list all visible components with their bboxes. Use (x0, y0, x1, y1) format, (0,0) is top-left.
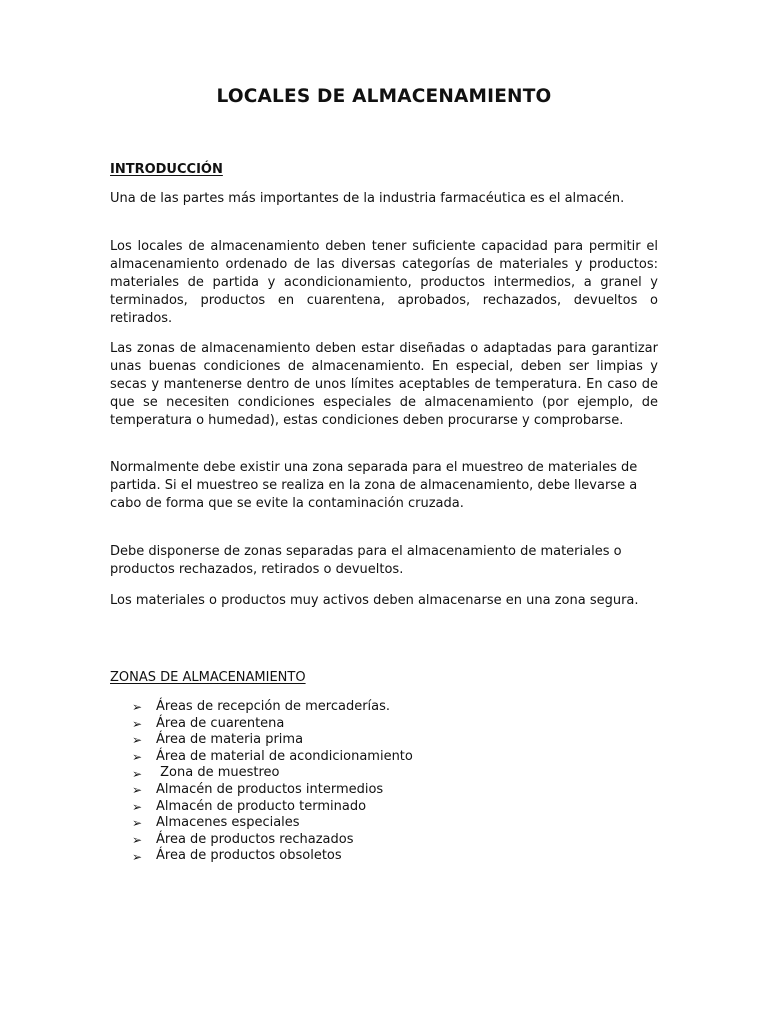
list-item (132, 799, 413, 816)
arrow-bullet-icon: ➢ (132, 816, 143, 831)
list-item (132, 749, 413, 766)
list-item-label: Zona de muestreo (156, 765, 280, 781)
paragraph-6: Los materiales o productos muy activos deben almacenarse en una zona segura. (110, 593, 639, 608)
list-item-label: Área de materia prima (156, 732, 304, 748)
zonas-list (132, 699, 413, 865)
list-item (132, 815, 413, 832)
arrow-bullet-icon: ➢ (132, 750, 143, 765)
list-item (132, 716, 413, 733)
list-item-label: Almacén de productos intermedios (156, 781, 384, 797)
arrow-bullet-icon: ➢ (132, 716, 143, 731)
list-item (132, 765, 413, 782)
paragraph-2: Los locales de almacenamiento deben tener suficiente capacidad para permitir el almacenamiento ordenado de las diversas categorías de materiales y productos: materiales de partida y acondicionamiento, productos intermedios, a granel y terminados, productos en cuarentena, aprobados, rechazados, devueltos o retirados. (110, 239, 658, 326)
paragraph-3: Las zonas de almacenamiento deben estar diseñadas o adaptadas para garantizar unas buenas condiciones de almacenamiento. En especial, deben ser limpias y secas y mantenerse dentro de unos límites aceptables de temperatura. En caso de que se necesiten condiciones especiales de almacenamiento (por ejemplo, de temperatura o humedad), estas condiciones deben procurarse y comprobarse. (110, 341, 658, 428)
arrow-bullet-icon: ➢ (132, 766, 143, 781)
arrow-bullet-icon: ➢ (132, 799, 143, 814)
zonas-heading: ZONAS DE ALMACENAMIENTO (110, 670, 306, 685)
list-item-label: Áreas de recepción de mercaderías. (156, 699, 391, 714)
arrow-bullet-icon: ➢ (132, 783, 143, 798)
list-item (132, 848, 413, 865)
list-item-label: Área de productos rechazados (156, 831, 354, 847)
list-item-label: Área de material de acondicionamiento (156, 748, 413, 764)
list-item (132, 782, 413, 799)
page-title: LOCALES DE ALMACENAMIENTO (216, 86, 552, 107)
arrow-bullet-icon: ➢ (132, 733, 143, 748)
list-item-label: Área de cuarentena (156, 715, 285, 731)
paragraph-1: Una de las partes más importantes de la industria farmacéutica es el almacén. (110, 191, 625, 206)
list-item-label: Almacenes especiales (156, 815, 300, 831)
arrow-bullet-icon: ➢ (132, 849, 143, 864)
paragraph-5: Debe disponerse de zonas separadas para el almacenamiento de materiales o productos rechazados, retirados o devueltos. (110, 544, 622, 577)
paragraph-4: Normalmente debe existir una zona separada para el muestreo de materiales de partida. Si el muestreo se realiza en la zona de almacenamiento, debe llevarse a cabo de forma que se evite la contaminación cruzada. (110, 460, 638, 511)
arrow-bullet-icon: ➢ (132, 833, 143, 848)
list-item (132, 832, 413, 849)
intro-heading: INTRODUCCIÓN (110, 162, 223, 177)
list-item-label: Área de productos obsoletos (156, 848, 342, 864)
list-item (132, 732, 413, 749)
arrow-bullet-icon: ➢ (132, 700, 143, 715)
list-item (132, 699, 413, 716)
list-item-label: Almacén de producto terminado (156, 798, 367, 814)
